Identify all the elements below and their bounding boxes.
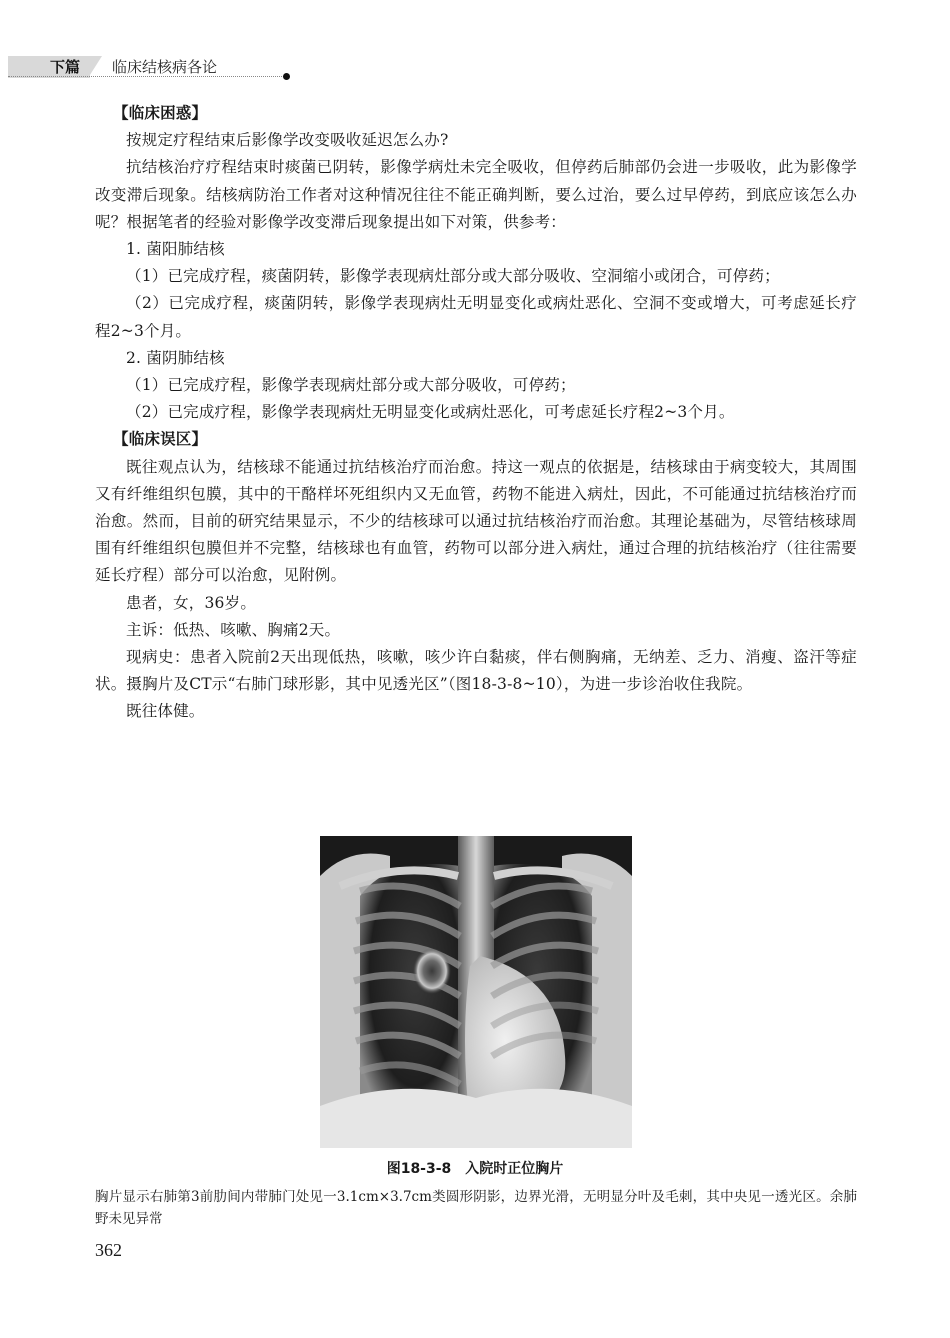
paragraph: 抗结核治疗疗程结束时痰菌已阴转，影像学病灶未完全吸收，但停药后肺部仍会进一步吸收，此为影像学改变滞后现象。结核病防治工作者对这种情况往往不能正确判断，要么过治，要么过早停药，到底应该怎么办呢？根据笔者的经验对影像学改变滞后现象提出如下对策，供参考： [95,158,857,231]
paragraph: 既往观点认为，结核球不能通过抗结核治疗而治愈。持这一观点的依据是，结核球由于病变较大，其周围又有纤维组织包膜，其中的干酪样坏死组织内又无血管，药物不能进入病灶，因此，不可能通过抗结核治疗而治愈。然而，目前的研究结果显示，不少的结核球可以通过抗结核治疗而治愈。其理论基础为，尽管结核球周围有纤维组织包膜但并不完整，结核球也有血管，药物可以部分进入病灶，通过合理的抗结核治疗（往往需要延长疗程）部分可以治愈，见附例。 [95,457,857,585]
page-number: 362 [95,1240,122,1260]
header-tab-slant [88,56,102,78]
header-part-label: 下篇 [50,58,81,76]
header-chapter-title: 临床结核病各论 [112,58,218,76]
paragraph: （2）已完成疗程，影像学表现病灶无明显变化或病灶恶化，可考虑延长疗程2~3个月。 [126,403,735,422]
header-dotted-rule [8,76,286,77]
paragraph: 1. 菌阳肺结核 [126,240,225,259]
figure-caption: 图18-3-8 入院时正位胸片 [386,1161,564,1177]
paragraph: 按规定疗程结束后影像学改变吸收延迟怎么办? [126,131,449,150]
running-header [0,50,950,84]
paragraph: 主诉：低热、咳嗽、胸痛2天。 [126,620,341,639]
paragraph: 现病史：患者入院前2天出现低热，咳嗽，咳少许白黏痰，伴右侧胸痛，无纳差、乏力、消瘦、盗汗等症状。摄胸片及CT示“右肺门球形影，其中见透光区”（图18-3-8~10），为进一步诊治收住我院。 [95,648,857,694]
paragraph: （1）已完成疗程，痰菌阴转，影像学表现病灶部分或大部分吸收、空洞缩小或闭合，可停药； [126,267,780,286]
paragraph: （2）已完成疗程，痰菌阴转，影像学表现病灶无明显变化或病灶恶化、空洞不变或增大，可考虑延长疗程2~3个月。 [95,294,857,340]
section-heading: 【临床困惑】 [113,104,208,122]
chest-xray-image [320,836,632,1148]
header-bullet-dot [283,73,290,80]
paragraph: （1）已完成疗程，影像学表现病灶部分或大部分吸收，可停药； [126,376,576,395]
paragraph: 患者，女，36岁。 [126,593,257,612]
figure-note: 胸片显示右肺第3前肋间内带肺门处见一3.1cm×3.7cm类圆形阴影，边界光滑，无明显分叶及毛刺，其中央见一透光区。余肺野未见异常 [95,1189,857,1227]
paragraph: 既往体健。 [126,702,205,721]
chest-xray-drawing [320,836,632,1148]
section-heading: 【临床误区】 [113,430,208,449]
paragraph: 2. 菌阴肺结核 [126,348,225,367]
body-text [95,100,857,726]
